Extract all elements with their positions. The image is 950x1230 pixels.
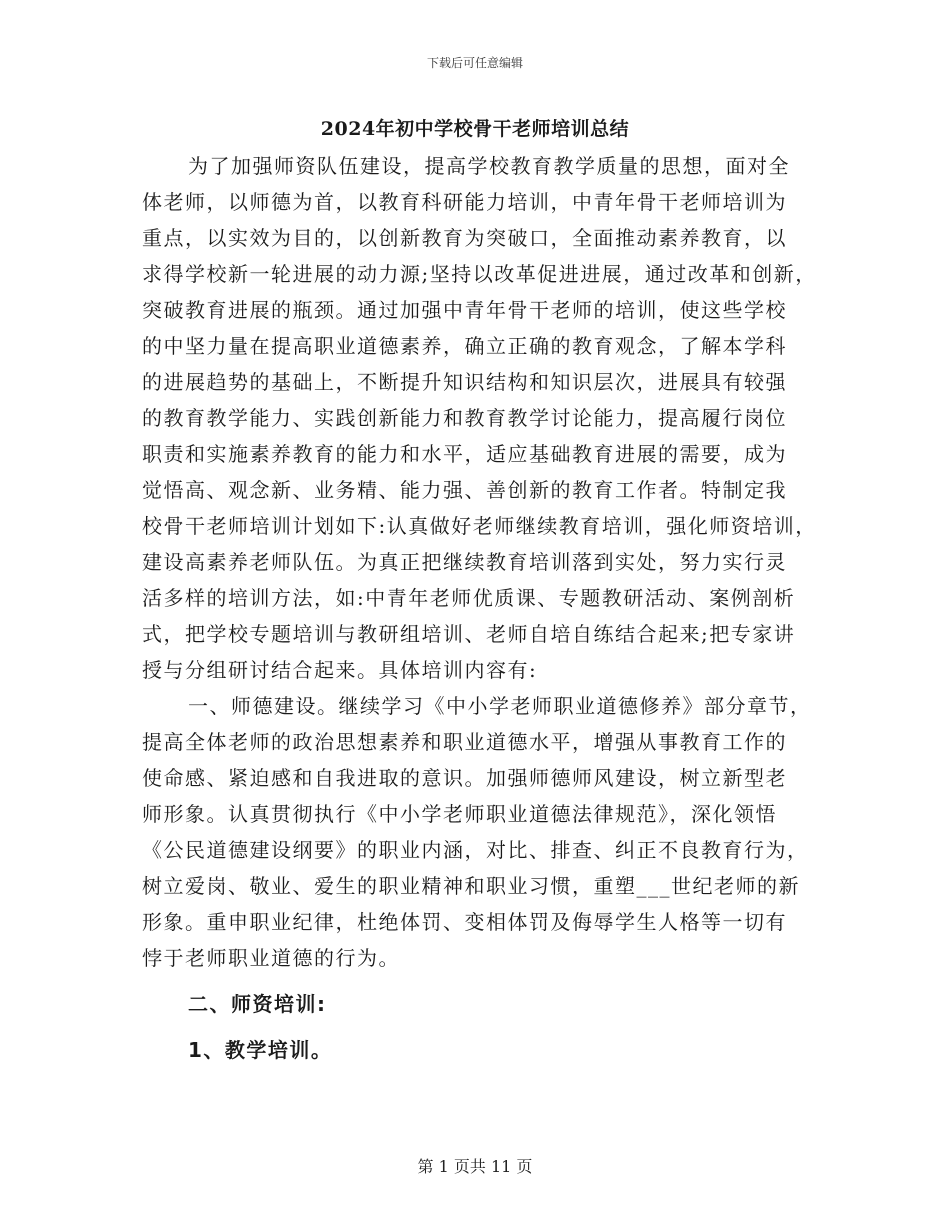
paragraph-line: 树立爱岗、敬业、爱生的职业精神和职业习惯，重塑___世纪老师的新 xyxy=(142,874,800,898)
paragraph-line: 职责和实施素养教育的能力和水平，适应基础教育进展的需要，成为 xyxy=(142,442,787,466)
paragraph-line: 的教育教学能力、实践创新能力和教育教学讨论能力，提高履行岗位 xyxy=(142,406,787,430)
paragraph-line: 悖于老师职业道德的行为。 xyxy=(142,946,400,970)
paragraph-line: 体老师，以师德为首，以教育科研能力培训，中青年骨干老师培训为 xyxy=(142,190,787,214)
paragraph-line: 形象。重申职业纪律，杜绝体罚、变相体罚及侮辱学生人格等一切有 xyxy=(142,910,787,934)
paragraph-line: 授与分组研讨结合起来。具体培训内容有: xyxy=(142,658,538,682)
paragraph-line: 觉悟高、观念新、业务精、能力强、善创新的教育工作者。特制定我 xyxy=(142,478,787,502)
paragraph-line: 提高全体老师的政治思想素养和职业道德水平，增强从事教育工作的 xyxy=(142,730,787,754)
paragraph-line: 为了加强师资队伍建设，提高学校教育教学质量的思想，面对全 xyxy=(188,154,790,178)
paragraph-line: 的进展趋势的基础上，不断提升知识结构和知识层次，进展具有较强 xyxy=(142,370,787,394)
paragraph-line: 式，把学校专题培训与教研组培训、老师自培自练结合起来;把专家讲 xyxy=(142,622,796,646)
paragraph-line: 的中坚力量在提高职业道德素养，确立正确的教育观念，了解本学科 xyxy=(142,334,787,358)
paragraph-line: 使命感、紧迫感和自我进取的意识。加强师德师风建设，树立新型老 xyxy=(142,766,787,790)
document-title: 2024年初中学校骨干老师培训总结 xyxy=(320,118,630,140)
page-number: 第 1 页共 11 页 xyxy=(417,1157,533,1176)
paragraph-line: 求得学校新一轮进展的动力源;坚持以改革促进进展，通过改革和创新， xyxy=(142,262,817,286)
paragraph-line: 一、师德建设。继续学习《中小学老师职业道德修养》部分章节， xyxy=(188,694,812,718)
paragraph-line: 重点，以实效为目的，以创新教育为突破口，全面推动素养教育，以 xyxy=(142,226,787,250)
paragraph-line: 校骨干老师培训计划如下:认真做好老师继续教育培训，强化师资培训， xyxy=(142,514,817,538)
header-note: 下载后可任意编辑 xyxy=(426,56,523,70)
paragraph-line: 师形象。认真贯彻执行《中小学老师职业道德法律规范》，深化领悟 xyxy=(142,802,777,826)
subsection-heading: 1、教学培训。 xyxy=(188,1038,333,1062)
paragraph-line: 突破教育进展的瓶颈。通过加强中青年骨干老师的培训，使这些学校 xyxy=(142,298,787,322)
paragraph-line: 活多样的培训方法，如:中青年老师优质课、专题教研活动、案例剖析 xyxy=(142,586,796,610)
paragraph-line: 建设高素养老师队伍。为真正把继续教育培训落到实处，努力实行灵 xyxy=(142,550,787,574)
section-heading: 二、师资培训: xyxy=(188,992,327,1016)
paragraph-line: 《公民道德建设纲要》的职业内涵，对比、排查、纠正不良教育行为， xyxy=(142,838,809,862)
